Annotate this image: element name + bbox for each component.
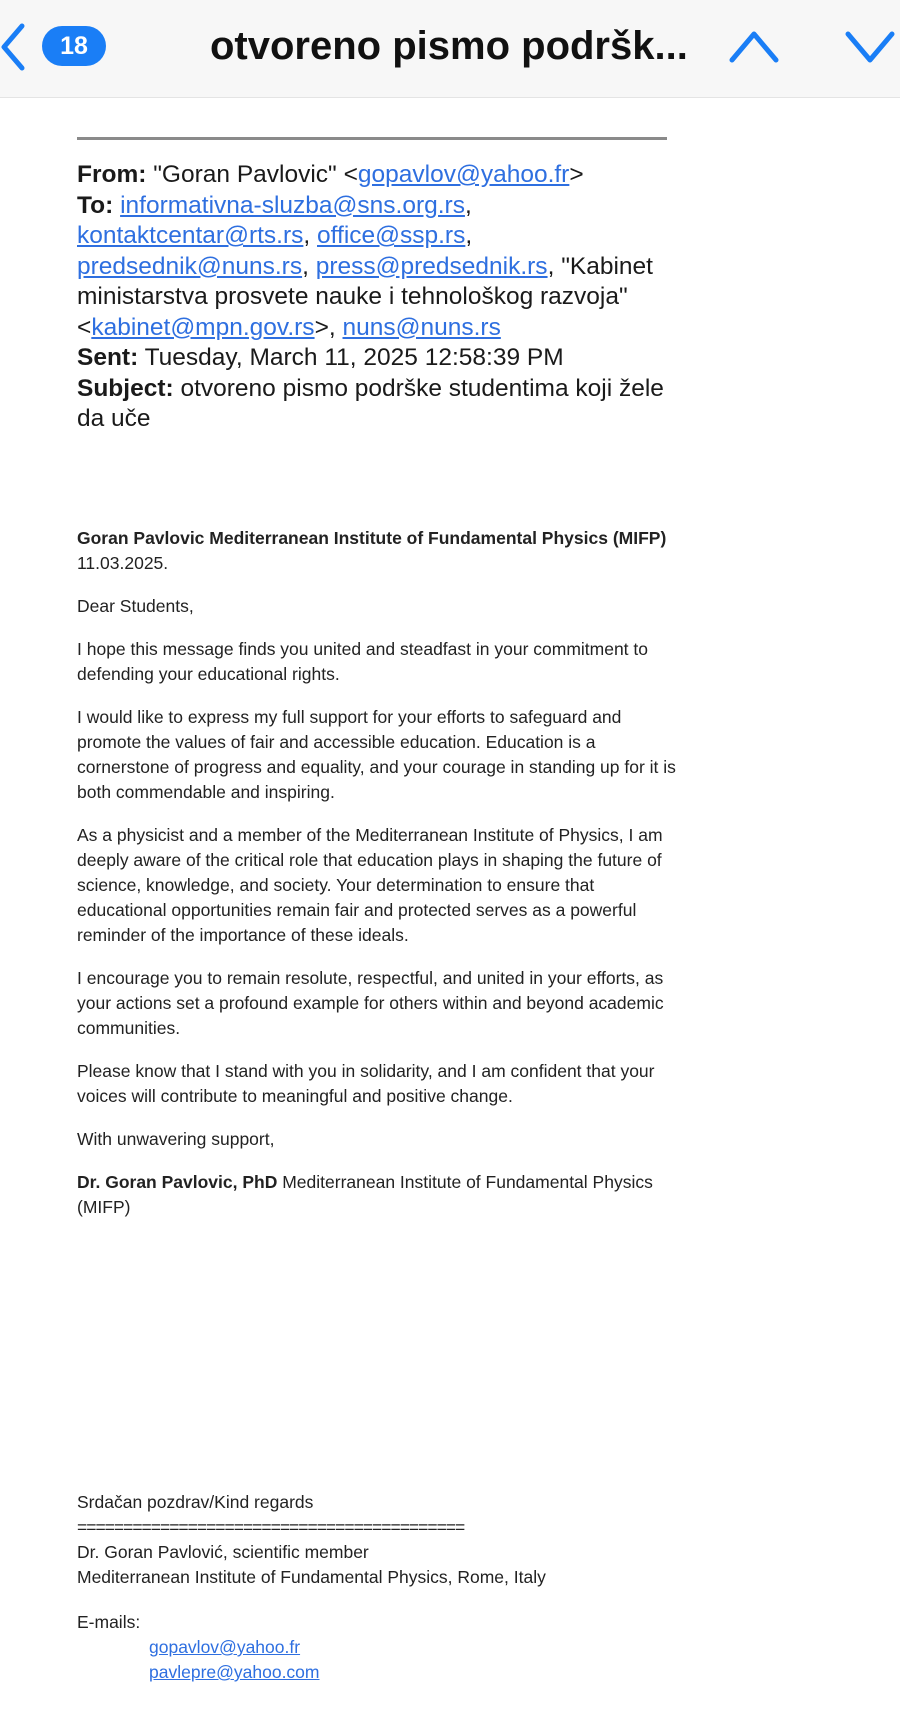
paragraph-4: I encourage you to remain resolute, respectful, and united in your efforts, as your actions set a profound example for others within and beyond academic communities. (77, 968, 664, 1038)
to-email-link[interactable]: predsednik@nuns.rs (77, 252, 303, 280)
email-signature (77, 1490, 697, 1685)
subject-value: otvoreno pismo podrške studentima koji žele da uče (77, 374, 664, 432)
to-email-link[interactable]: kontaktcentar@rts.rs (77, 222, 304, 249)
paragraph-1: I hope this message finds you united and steadfast in your commitment to defending your educational rights. (77, 639, 649, 684)
sign-bold: Dr. Goran Pavlovic, PhD (77, 1172, 278, 1192)
next-message-chevron-down-icon[interactable] (842, 26, 898, 66)
to-email-link[interactable]: nuns@nuns.rs (342, 313, 501, 341)
from-label: From: (77, 161, 147, 188)
email-body (77, 526, 677, 1238)
signature-email-link[interactable]: pavlepre@yahoo.com (149, 1662, 320, 1682)
to-recipient-name: "Kabinet ministarstva prosvete nauke i tehnološkog razvoja" < (77, 252, 653, 341)
from-close: > (569, 161, 584, 188)
to-line: To: informativna-sluzba@sns.org.rs, kontaktcentar@rts.rs, office@ssp.rs, predsednik@nuns.rs, press@predsednik.rs, "Kabinet ministarstva prosvete nauke i tehnološkog razvoja" <kabinet@mpn.gov.rs>, nuns@nuns.rs (77, 191, 653, 341)
back-chevron-icon[interactable] (0, 20, 34, 74)
paragraph-3: As a physicist and a member of the Mediterranean Institute of Physics, I am deeply aware of the critical role that education plays in shaping the future of science, knowledge, and society. Your determination to ensure that educational opportunities remain fair and protected serves as a powerful reminder of the importance of these ideals. (77, 825, 663, 945)
paragraph-2: I would like to express my full support for your efforts to safeguard and promote the values of fair and accessible education. Education is a cornerstone of progress and equality, and your courage in standing up for it is both commendable and inspiring. (77, 707, 676, 802)
to-email-link[interactable]: press@predsednik.rs (315, 252, 548, 280)
subject-label: Subject: (77, 374, 174, 402)
header-divider (77, 137, 667, 140)
subject-line (77, 374, 677, 435)
from-email-link[interactable]: gopavlov@yahoo.fr (357, 161, 570, 188)
to-close: >, (314, 313, 336, 341)
from-name: "Goran Pavlovic" < (153, 161, 358, 188)
to-email-link[interactable]: informativna-sluzba@sns.org.rs (120, 191, 465, 219)
closing: With unwavering support, (77, 1129, 275, 1149)
intro-line (77, 526, 677, 576)
to-email-link[interactable]: office@ssp.rs (317, 222, 466, 249)
unread-count-badge[interactable]: 18 (42, 26, 106, 66)
sent-label: Sent: (77, 344, 139, 371)
email-header (77, 160, 677, 435)
regards: Srdačan pozdrav/Kind regards (77, 1492, 314, 1512)
mail-nav-bar (0, 0, 900, 98)
signature-institute: Mediterranean Institute of Fundamental Physics, Rome, Italy (77, 1567, 546, 1587)
message-title: otvoreno pismo podršk... (210, 24, 688, 68)
signature-name: Dr. Goran Pavlović, scientific member (77, 1542, 369, 1562)
sent-line (77, 343, 677, 374)
sent-value: Tuesday, March 11, 2025 12:58:39 PM (144, 344, 564, 371)
to-label: To: (77, 191, 114, 219)
paragraph-5: Please know that I stand with you in solidarity, and I am confident that your voices will contribute to meaningful and positive change. (77, 1061, 655, 1106)
separator: ========================================== (77, 1517, 465, 1537)
sign-line (77, 1170, 677, 1220)
intro-date: 11.03.2025. (77, 553, 169, 573)
intro-bold: Goran Pavlovic Mediterranean Institute of Fundamental Physics (MIFP) (77, 528, 667, 548)
emails-label: E-mails: (77, 1612, 141, 1632)
greeting: Dear Students, (77, 596, 194, 616)
to-email-link[interactable]: kabinet@mpn.gov.rs (91, 313, 315, 341)
signature-email-link[interactable]: gopavlov@yahoo.fr (149, 1637, 301, 1657)
previous-message-chevron-up-icon[interactable] (726, 26, 782, 66)
sign-rest: Mediterranean Institute of Fundamental Physics (MIFP) (77, 1172, 653, 1217)
from-line (77, 160, 677, 191)
